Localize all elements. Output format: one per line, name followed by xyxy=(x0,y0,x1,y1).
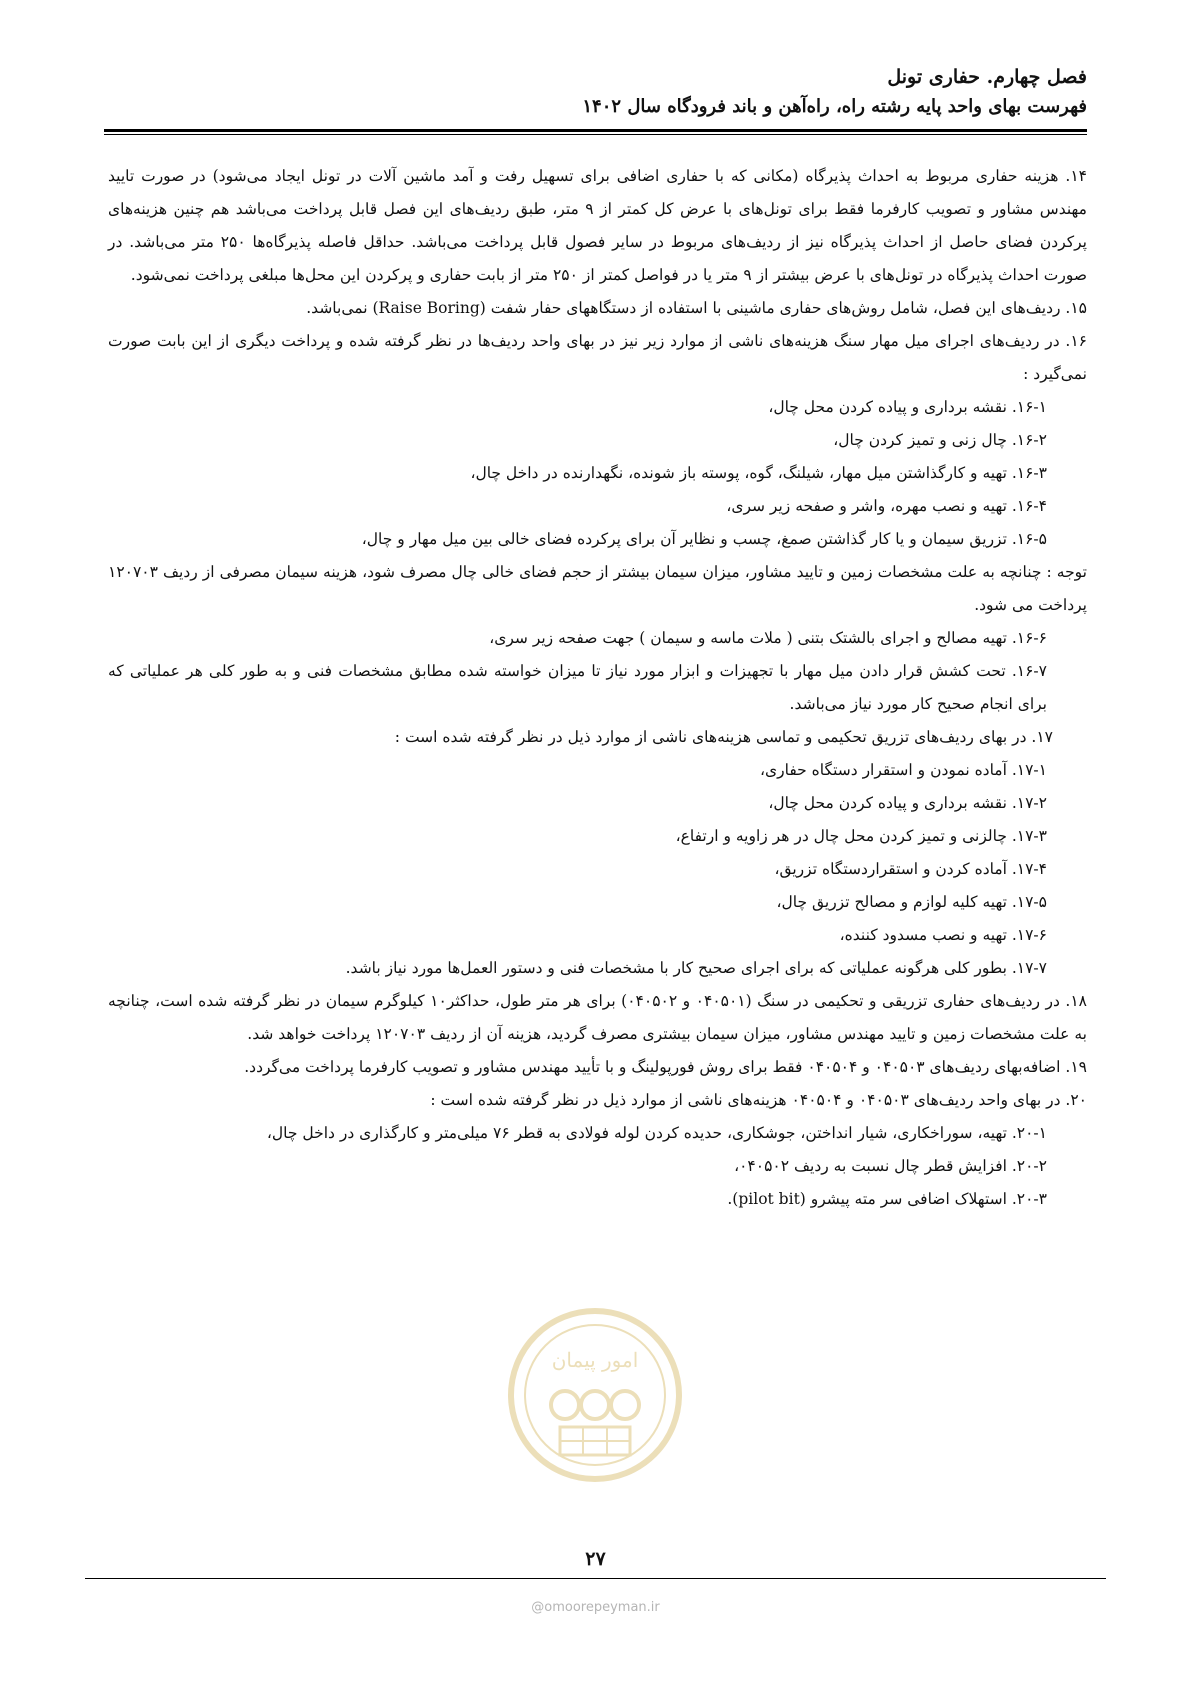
chapter-title: فصل چهارم. حفاری تونل xyxy=(887,66,1087,88)
sub-item: ۲۰-۲. افزایش قطر چال نسبت به ردیف ۰۴۰۵۰۲، xyxy=(734,1157,1047,1175)
sub-item: ۱۷-۳. چالزنی و تمیز کردن محل چال در هر زاویه و ارتفاع، xyxy=(675,827,1047,845)
sub-item: ۱۶-۶. تهیه مصالح و اجرای بالشتک بتنی ( ملات ماسه و سیمان ) جهت صفحه زیر سری، xyxy=(489,629,1047,647)
sub-item: ۲۰-۳. استهلاک اضافی سر مته پیشرو (pilot bit). xyxy=(727,1190,1047,1208)
body-text xyxy=(108,160,1087,1216)
sub-item: ۱۶-۵. تزریق سیمان و یا کار گذاشتن صمغ، چسب و نظایر آن برای پرکرده فضای خالی بین میل مهار و چال، xyxy=(361,530,1047,548)
sub-item: ۱۶-۱. نقشه برداری و پیاده کردن محل چال، xyxy=(768,398,1047,416)
footer-website: @omoorepeyman.ir xyxy=(531,1600,660,1615)
document-subtitle: فهرست بهای واحد پایه رشته راه، راه‌آهن و باند فرودگاه سال ۱۴۰۲ xyxy=(582,96,1087,117)
numbered-paragraph: ۱۶. در ردیف‌های اجرای میل مهار سنگ هزینه‌های ناشی از موارد زیر نیز در بهای واحد ردیف‌ها در نظر گرفته شده و پرداخت دیگری از این بابت صورت نمی‌گیرد : xyxy=(108,332,1087,383)
sub-item: ۱۶-۴. تهیه و نصب مهره، واشر و صفحه زیر سری، xyxy=(726,497,1047,515)
page-header xyxy=(104,62,1087,122)
sub-item: ۱۶-۲. چال زنی و تمیز کردن چال، xyxy=(833,431,1047,449)
seal-watermark xyxy=(505,1305,685,1485)
numbered-paragraph: ۱۸. در ردیف‌های حفاری تزریقی و تحکیمی در سنگ (۰۴۰۵۰۱ و ۰۴۰۵۰۲) برای هر متر طول، حداکثر۱۰ کیلوگرم سیمان در نظر گرفته شده است، چنانچه به علت مشخصات زمین و تایید مهندس مشاور، میزان سیمان بیشتری مصرف گردید، هزینه آن از ردیف ۱۲۰۷۰۳ پرداخت خواهد شد. xyxy=(108,992,1087,1043)
watermark-text: امور پیمان xyxy=(551,1348,639,1372)
numbered-paragraph: ۲۰. در بهای واحد ردیف‌های ۰۴۰۵۰۳ و ۰۴۰۵۰۴ هزینه‌های ناشی از موارد ذیل در نظر گرفته شده است : xyxy=(430,1091,1087,1109)
page-number: ۲۷ xyxy=(585,1548,606,1570)
note-paragraph: توجه : چنانچه به علت مشخصات زمین و تایید مشاور، میزان سیمان بیشتر از حجم فضای خالی چال مصرف شود، هزینه سیمان مصرفی از ردیف ۱۲۰۷۰۳ پرداخت می شود. xyxy=(108,563,1087,614)
numbered-paragraph: ۱۴. هزینه حفاری مربوط به احداث پذیرگاه (مکانی که با حفاری اضافی برای تسهیل رفت و آمد ماشین آلات در تونل ایجاد می‌شود) در صورت تایید مهندس مشاور و تصویب کارفرما فقط برای تونل‌های با عرض کل کمتر از ۹ متر، طبق ردیف‌های این فصل قابل پرداخت می‌باشد هم چنین هزینه‌های پرکردن فضای حاصل از احداث پذیرگاه نیز از ردیف‌های مربوط در سایر فصول قابل پرداخت می‌باشد. حداقل فاصله پذیرگاه‌ها ۲۵۰ متر می‌باشد. در صورت احداث پذیرگاه در تونل‌های با عرض بیشتر از ۹ متر یا در فواصل کمتر از ۲۵۰ متر از بابت حفاری و پرکردن این محل‌ها مبلغی پرداخت نمی‌شود. xyxy=(108,167,1087,284)
sub-item: ۱۶-۷. تحت کشش قرار دادن میل مهار با تجهیزات و ابزار مورد نیاز تا میزان خواسته شده مطابق مشخصات فنی و به طور کلی هر عملیاتی که برای انجام صحیح کار مورد نیاز می‌باشد. xyxy=(108,662,1047,713)
numbered-paragraph: ۱۷. در بهای ردیف‌های تزریق تحکیمی و تماسی هزینه‌های ناشی از موارد ذیل در نظر گرفته شده است : xyxy=(394,728,1053,746)
sub-item: ۱۷-۴. آماده کردن و استقراردستگاه تزریق، xyxy=(774,860,1047,878)
sub-item: ۱۷-۶. تهیه و نصب مسدود کننده، xyxy=(839,926,1047,944)
sub-item: ۲۰-۱. تهیه، سوراخکاری، شیار انداختن، جوشکاری، حدیده کردن لوله فولادی به قطر ۷۶ میلی‌متر و کارگذاری در داخل چال، xyxy=(266,1124,1047,1142)
numbered-paragraph: ۱۵. ردیف‌های این فصل، شامل روش‌های حفاری ماشینی با استفاده از دستگاههای حفار شفت (Raise Boring) نمی‌باشد. xyxy=(306,299,1087,317)
sub-item: ۱۷-۵. تهیه کلیه لوازم و مصالح تزریق چال، xyxy=(776,893,1047,911)
sub-item: ۱۷-۲. نقشه برداری و پیاده کردن محل چال، xyxy=(768,794,1047,812)
sub-item: ۱۷-۱. آماده نمودن و استقرار دستگاه حفاری، xyxy=(759,761,1047,779)
header-rule-thin xyxy=(104,134,1087,135)
sub-item: ۱۷-۷. بطور کلی هرگونه عملیاتی که برای اجرای صحیح کار با مشخصات فنی و دستور العمل‌ها مورد نیاز باشد. xyxy=(345,959,1047,977)
sub-item: ۱۶-۳. تهیه و کارگذاشتن میل مهار، شیلنگ، گوه، پوسته باز شونده، نگهدارنده در داخل چال، xyxy=(470,464,1047,482)
footer-rule xyxy=(85,1578,1106,1579)
numbered-paragraph: ۱۹. اضافه‌بهای ردیف‌های ۰۴۰۵۰۳ و ۰۴۰۵۰۴ فقط برای روش فورپولینگ و با تأیید مهندس مشاور و تصویب کارفرما پرداخت می‌گردد. xyxy=(244,1058,1087,1076)
header-rule-thick xyxy=(104,129,1087,132)
